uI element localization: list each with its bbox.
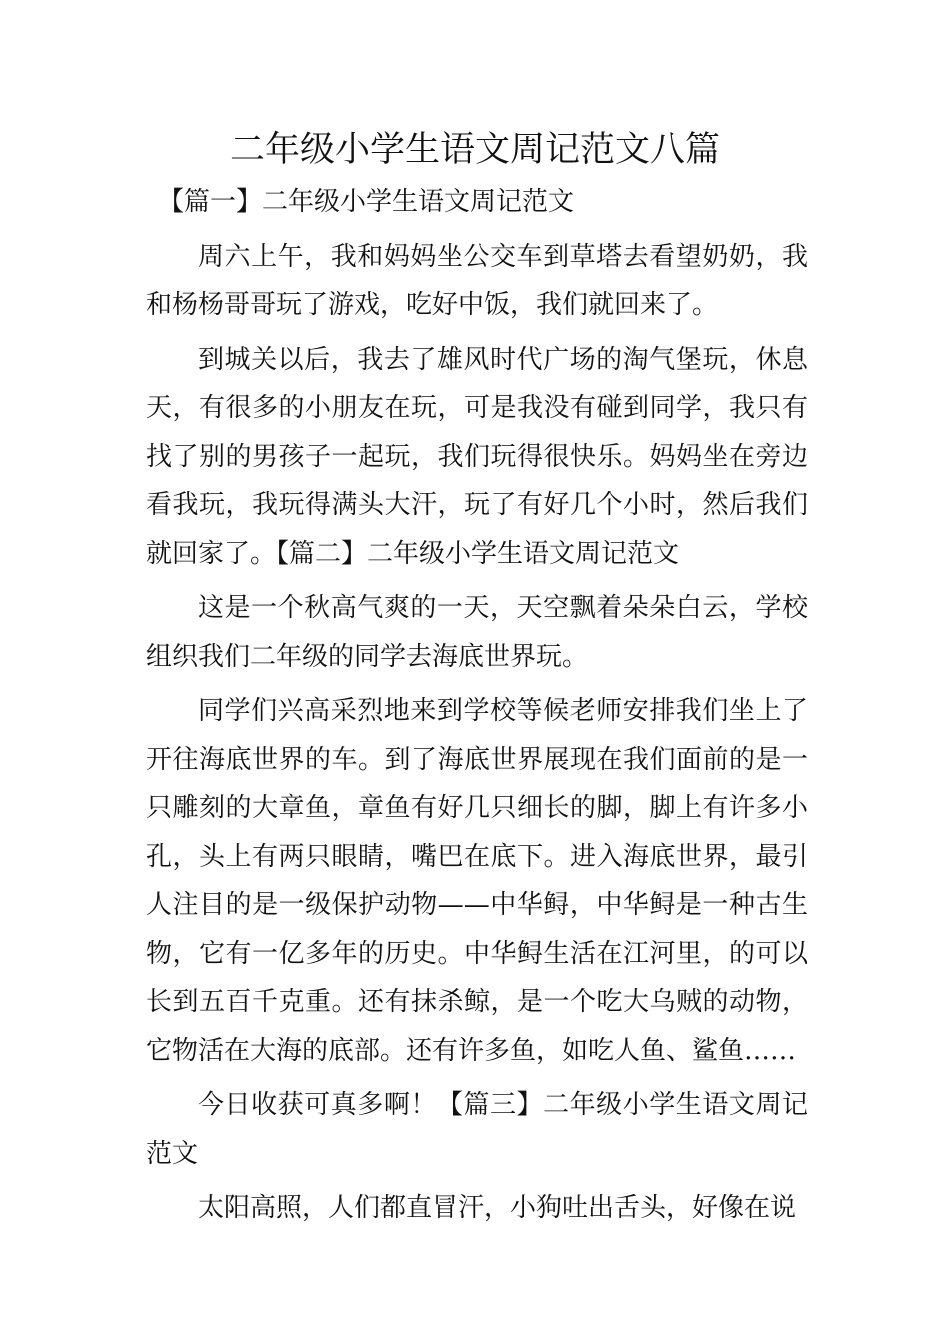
paragraph: 到城关以后，我去了雄风时代广场的淘气堡玩，休息天，有很多的小朋友在玩，可是我没有碰到同学，我只有找了别的男孩子一起玩，我们玩得很快乐。妈妈坐在旁边看我玩，我玩得满头大汗，玩了有好几个小时，然后我们就回家了。【篇二】二年级小学生语文周记范文 [146,344,808,569]
paragraph: 这是一个秋高气爽的一天，天空飘着朵朵白云，学校组织我们二年级的同学去海底世界玩。 [146,593,808,672]
section-heading-1: 【篇一】二年级小学生语文周记范文 [158,187,575,217]
paragraph: 今日收获可真多啊！【篇三】二年级小学生语文周记范文 [146,1090,808,1169]
paragraph: 周六上午，我和妈妈坐公交车到草塔去看望奶奶，我和杨杨哥哥玩了游戏，吃好中饭，我们就回来了。 [146,241,808,320]
document-title: 二年级小学生语文周记范文八篇 [229,130,720,170]
document-body [146,178,808,1233]
paragraph: 同学们兴高采烈地来到学校等候老师安排我们坐上了开往海底世界的车。到了海底世界展现在我们面前的是一只雕刻的大章鱼，章鱼有好几只细长的脚，脚上有许多小孔，头上有两只眼睛，嘴巴在底下。进入海底世界，最引人注目的是一级保护动物——中华鲟，中华鲟是一种古生物，它有一亿多年的历史。中华鲟生活在江河里，的可以长到五百千克重。还有抹杀鲸，是一个吃大乌贼的动物，它物活在大海的底部。还有许多鱼，如吃人鱼、鲨鱼…… [146,696,808,1066]
paragraph: 太阳高照，人们都直冒汗，小狗吐出舌头，好像在说 [198,1193,797,1223]
